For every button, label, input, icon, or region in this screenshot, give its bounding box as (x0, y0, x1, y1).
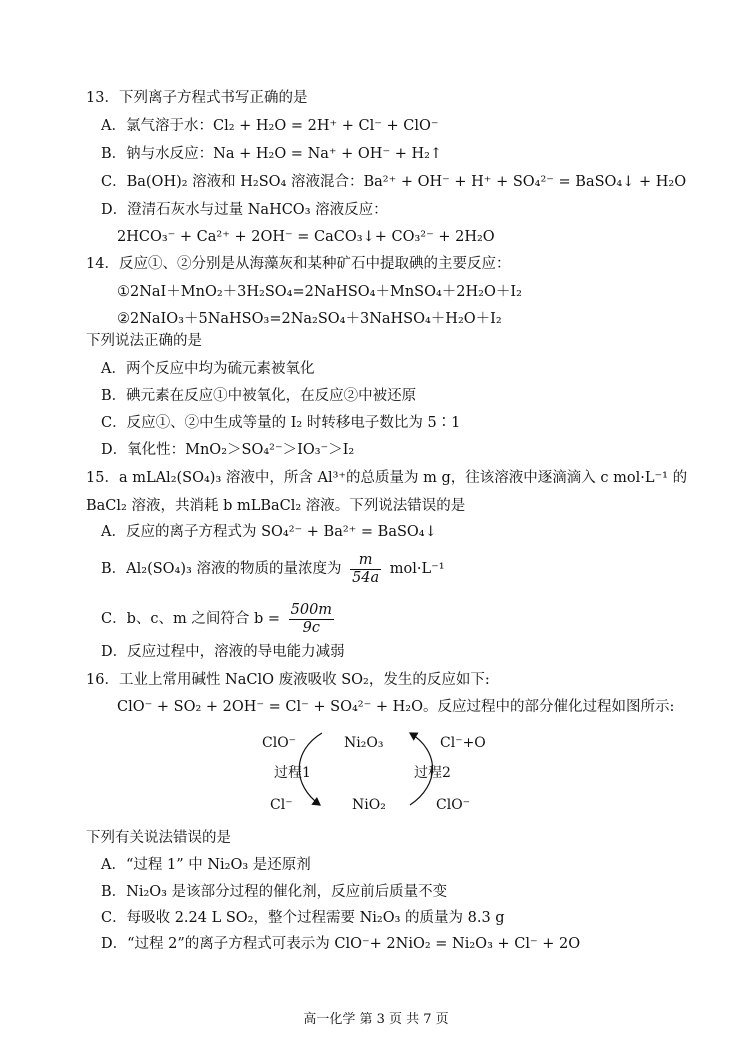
q14-question: 下列说法正确的是 (86, 333, 202, 349)
q15-option-b-fraction (350, 552, 381, 587)
q15-option-c-text: C．b、c、m 之间符合 b = (101, 611, 281, 627)
q16-option-b: B．Ni₂O₃ 是该部分过程的催化剂，反应前后质量不变 (101, 884, 448, 900)
nio2-label: NiO₂ (352, 797, 386, 813)
ni2o3-label: Ni₂O₃ (344, 735, 384, 751)
q14-option-b: B．碘元素在反应①中被氧化，在反应②中被还原 (101, 388, 417, 404)
process-1-label: 过程1 (274, 765, 311, 781)
q13-option-d-equation: 2HCO₃⁻ + Ca²⁺ + 2OH⁻ = CaCO₃↓+ CO₃²⁻ + 2H₂O (117, 229, 495, 245)
q13-option-d: D．澄清石灰水与过量 NaHCO₃ 溶液反应： (101, 202, 388, 218)
cl-left-label: Cl⁻ (270, 797, 293, 813)
q14-reaction-1: ①2NaI＋MnO₂＋3H₂SO₄=2NaHSO₄＋MnSO₄＋2H₂O＋I₂ (117, 284, 522, 300)
fraction-denominator: 54a (352, 570, 380, 586)
clo-left-label: ClO⁻ (262, 735, 297, 751)
page-footer: 高一化学 第 3 页 共 7 页 (303, 1012, 449, 1027)
q15-option-c (101, 602, 338, 637)
q15-option-b (101, 552, 445, 587)
q15-stem-line-1: 15．a mLAl₂(SO₄)₃ 溶液中，所含 Al³⁺的总质量为 m g，往该溶液中逐滴滴入 c mol·L⁻¹ 的 (86, 470, 688, 486)
q16-equation: ClO⁻ + SO₂ + 2OH⁻ = Cl⁻ + SO₄²⁻ + H₂O。反应过程中的部分催化过程如图所示: (117, 699, 675, 715)
q16-stem: 16．工业上常用碱性 NaClO 废液吸收 SO₂，发生的反应如下: (86, 672, 490, 688)
q13-option-c: C．Ba(OH)₂ 溶液和 H₂SO₄ 溶液混合：Ba²⁺ + OH⁻ + H⁺ + SO₄²⁻ = BaSO₄↓ + H₂O (101, 174, 687, 190)
q15-option-a: A．反应的离子方程式为 SO₄²⁻ + Ba²⁺ = BaSO₄↓ (101, 524, 437, 540)
q13-option-b: B．钠与水反应：Na + H₂O = Na⁺ + OH⁻ + H₂↑ (101, 146, 443, 162)
q13-option-a: A．氯气溶于水：Cl₂ + H₂O = 2H⁺ + Cl⁻ + ClO⁻ (101, 118, 439, 134)
q14-stem: 14．反应①、②分别是从海藻灰和某种矿石中提取碘的主要反应： (86, 256, 511, 272)
q14-option-a: A．两个反应中均为硫元素被氧化 (101, 361, 315, 377)
clo-right-label: ClO⁻ (436, 797, 471, 813)
q14-reaction-2: ②2NaIO₃＋5NaHSO₃=2Na₂SO₄＋3NaHSO₄＋H₂O＋I₂ (117, 311, 502, 327)
catalysis-cycle-diagram (0, 725, 752, 835)
fraction-denominator: 9c (302, 620, 321, 636)
q14-option-d: D．氧化性：MnO₂＞SO₄²⁻＞IO₃⁻＞I₂ (101, 442, 355, 458)
q15-option-b-text: B．Al₂(SO₄)₃ 溶液的物质的量浓度为 (101, 561, 342, 577)
fraction-numerator: m (350, 552, 381, 570)
q13-stem: 13．下列离子方程式书写正确的是 (86, 90, 308, 106)
q15-option-b-unit: mol·L⁻¹ (389, 561, 445, 577)
process-2-label: 过程2 (414, 765, 451, 781)
q16-option-a: A．“过程 1” 中 Ni₂O₃ 是还原剂 (101, 857, 311, 873)
q16-option-d: D．“过程 2”的离子方程式可表示为 ClO⁻+ 2NiO₂ = Ni₂O₃ + Cl⁻ + 2O (101, 936, 581, 952)
q15-stem-line-2: BaCl₂ 溶液，共消耗 b mLBaCl₂ 溶液。下列说法错误的是 (86, 498, 466, 514)
q15-option-c-fraction (289, 602, 334, 637)
cl-o-label: Cl⁻+O (440, 735, 486, 751)
fraction-numerator: 500m (290, 602, 333, 618)
q16-question: 下列有关说法错误的是 (86, 830, 231, 846)
q15-option-d: D．反应过程中，溶液的导电能力减弱 (101, 644, 345, 660)
q16-option-c: C．每吸收 2.24 L SO₂，整个过程需要 Ni₂O₃ 的质量为 8.3 g (101, 910, 505, 926)
q14-option-c: C．反应①、②中生成等量的 I₂ 时转移电子数比为 5∶1 (101, 415, 461, 431)
